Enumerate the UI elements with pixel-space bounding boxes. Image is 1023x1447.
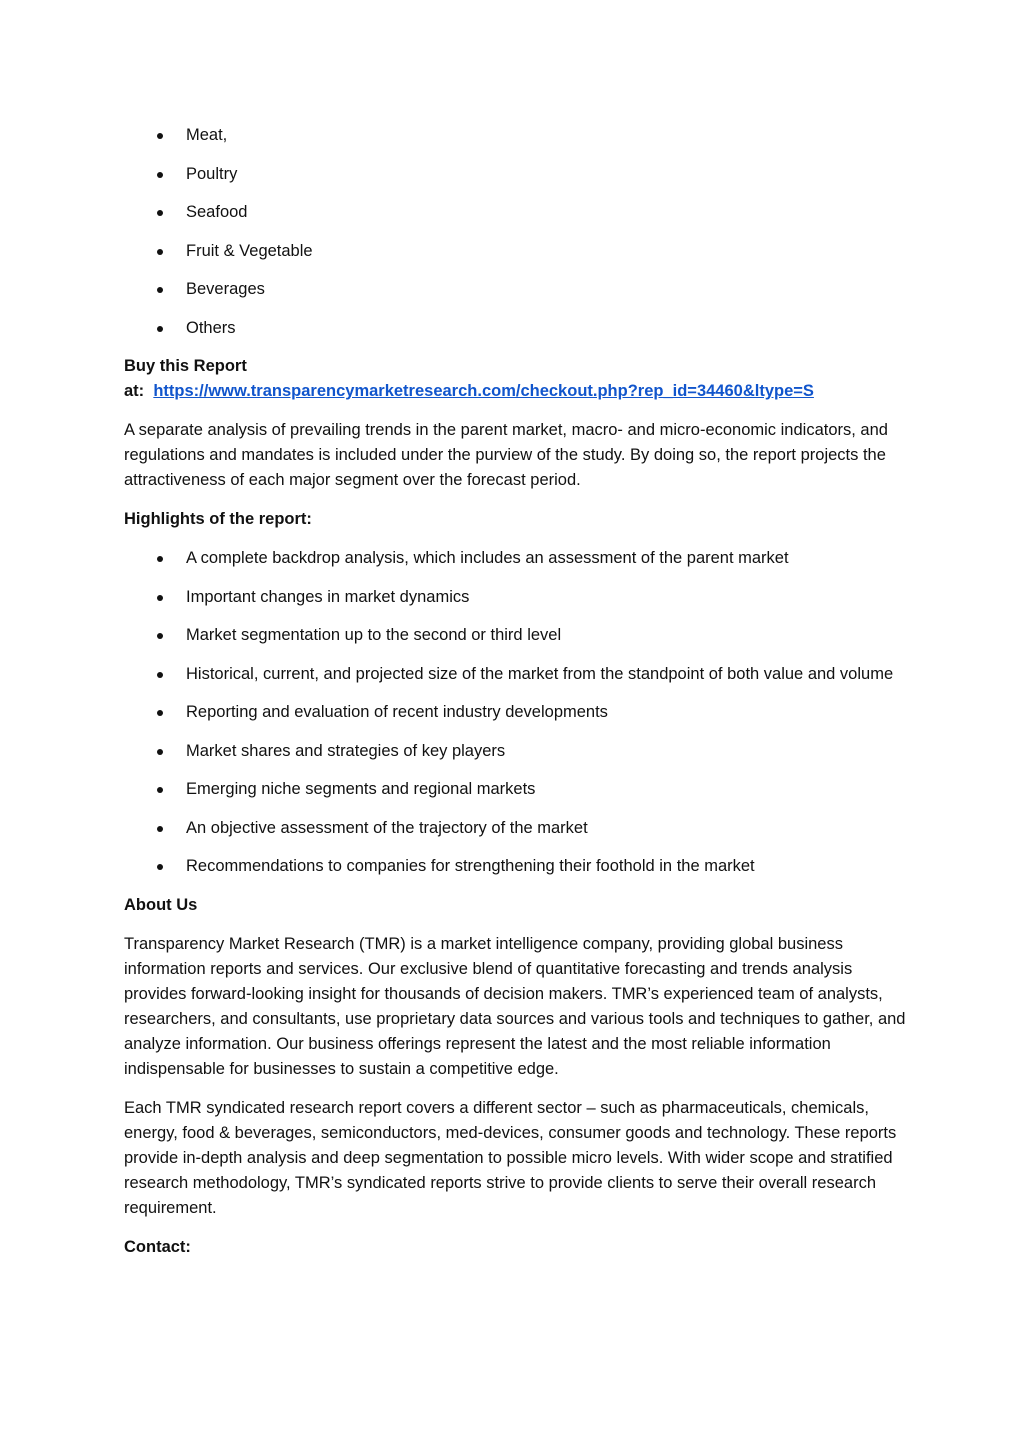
list-item: Market shares and strategies of key players xyxy=(124,739,914,764)
contact-heading: Contact: xyxy=(124,1237,191,1256)
buy-report-label: Buy this Report xyxy=(124,357,247,375)
list-item: An objective assessment of the trajectory of the market xyxy=(124,816,914,841)
list-item: Seafood xyxy=(124,200,914,225)
document-body xyxy=(124,123,914,1274)
list-item: Recommendations to companies for strengthening their foothold in the market xyxy=(124,854,914,879)
list-item: Market segmentation up to the second or third level xyxy=(124,623,914,648)
list-item: Others xyxy=(124,316,914,341)
buy-report-section xyxy=(124,354,914,404)
about-paragraph: Transparency Market Research (TMR) is a market intelligence company, providing global business information reports and services. Our exclusive blend of quantitative forecasting and trends analysis provides forward-looking insight for thousands of decision makers. TMR’s experienced team of analysts, researchers, and consultants, use proprietary data sources and various tools and techniques to gather, and analyze information. Our business offerings represent the latest and the most reliable information indispensable for businesses to sustain a competitive edge. xyxy=(124,934,906,1078)
buy-report-link[interactable]: https://www.transparencymarketresearch.com/checkout.php?rep_id=34460&ltype=S xyxy=(153,382,814,400)
list-item: Important changes in market dynamics xyxy=(124,585,914,610)
list-item: Historical, current, and projected size of the market from the standpoint of both value and volume xyxy=(124,662,914,687)
list-item: A complete backdrop analysis, which includes an assessment of the parent market xyxy=(124,546,914,571)
about-heading: About Us xyxy=(124,895,198,914)
analysis-paragraph: A separate analysis of prevailing trends in the parent market, macro- and micro-economic indicators, and regulations and mandates is included under the purview of the study. By doing so, the report projects the attractiveness of each major segment over the forecast period. xyxy=(124,421,888,489)
about-paragraph: Each TMR syndicated research report covers a different sector – such as pharmaceuticals, chemicals, energy, food & beverages, semiconductors, med-devices, consumer goods and technology. These reports provide in-depth analysis and deep segmentation to possible micro levels. With wider scope and stratified research methodology, TMR’s syndicated reports strive to provide clients to serve their overall research requirement. xyxy=(124,1098,897,1217)
list-item: Fruit & Vegetable xyxy=(124,239,914,264)
buy-report-prefix: at: xyxy=(124,382,145,400)
list-item: Reporting and evaluation of recent industry developments xyxy=(124,700,914,725)
category-list xyxy=(124,123,914,341)
highlights-heading: Highlights of the report: xyxy=(124,510,312,528)
list-item: Poultry xyxy=(124,162,914,187)
list-item: Emerging niche segments and regional markets xyxy=(124,777,914,802)
list-item: Meat, xyxy=(124,123,914,148)
highlights-list xyxy=(124,546,914,879)
list-item: Beverages xyxy=(124,277,914,302)
